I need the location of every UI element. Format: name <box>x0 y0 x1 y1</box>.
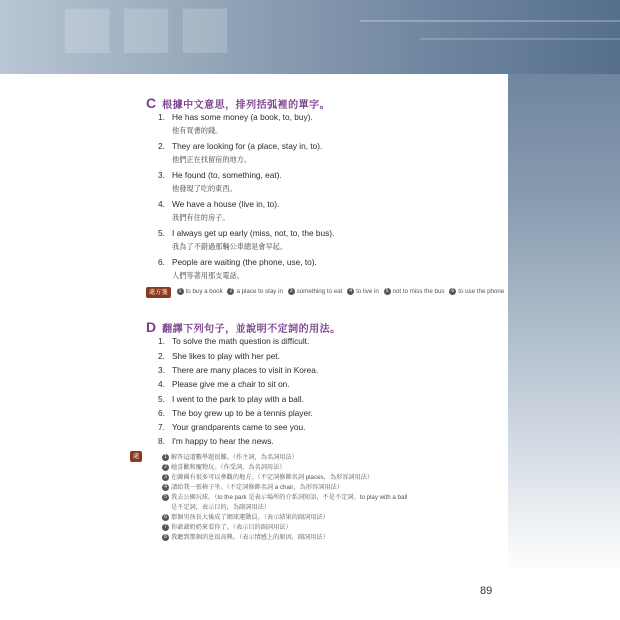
item-translation: 我們有住的房子。 <box>172 213 230 222</box>
exercise-item <box>158 351 280 361</box>
hint-line <box>159 492 407 501</box>
banner-decoration: ■■■ <box>60 0 237 60</box>
hint-line <box>159 512 329 521</box>
hint-answer: 那個男孩長大後成了網球運動員。（表示結果的副詞用法） <box>171 514 329 521</box>
item-number: 3. <box>158 365 165 375</box>
number-circle-icon: 7 <box>162 524 169 531</box>
number-circle-icon: 2 <box>227 288 234 295</box>
exercise-item <box>158 336 309 346</box>
hint-line <box>171 502 270 511</box>
exercise-item <box>158 422 305 432</box>
header-banner <box>0 0 620 74</box>
item-sentence: They are looking for (a place, stay in, to). <box>172 141 323 151</box>
item-number: 5. <box>158 228 165 238</box>
item-number: 8. <box>158 436 165 446</box>
item-translation: 人們等著用那支電話。 <box>172 271 244 280</box>
exercise-item <box>158 112 313 136</box>
number-circle-icon: 4 <box>347 288 354 295</box>
hint-line <box>159 482 343 491</box>
hint-answer: 我去公園玩球。（to the park 是表示場所的介系詞短語，不是不定詞。to play with a ball <box>171 494 408 501</box>
section-c-header <box>146 95 330 111</box>
exercise-item <box>158 199 279 223</box>
hint-list <box>174 287 505 298</box>
hint-line <box>159 472 373 481</box>
number-circle-icon: 3 <box>162 474 169 481</box>
number-circle-icon: 3 <box>288 288 295 295</box>
item-sentence: She likes to play with her pet. <box>172 351 280 361</box>
hint-answer: to live in <box>356 288 379 295</box>
section-letter: D <box>146 319 157 335</box>
item-number: 3. <box>158 170 165 180</box>
hint-line <box>159 462 285 471</box>
hint-answer: to use the phone <box>458 288 505 295</box>
item-translation: 他們正在找留宿的地方。 <box>172 155 252 164</box>
item-number: 5. <box>158 394 165 404</box>
item-number: 2. <box>158 351 165 361</box>
page-number: 89 <box>480 585 493 597</box>
exercise-item <box>158 379 290 389</box>
hint-answer: not to miss the bus <box>392 288 445 295</box>
section-title: 翻譯下列句子，並說明不定詞的用法。 <box>162 323 341 335</box>
section-letter: C <box>146 95 157 111</box>
item-number: 1. <box>158 336 165 346</box>
item-translation: 我為了不錯過那輛公車總是會早起。 <box>172 242 288 251</box>
item-number: 4. <box>158 379 165 389</box>
number-circle-icon: 2 <box>162 464 169 471</box>
number-circle-icon: 5 <box>162 494 169 501</box>
item-sentence: I'm happy to hear the news. <box>172 436 274 446</box>
item-number: 1. <box>158 112 165 122</box>
number-circle-icon: 1 <box>177 288 184 295</box>
hint-line <box>159 522 292 531</box>
hint-line <box>159 452 298 461</box>
hint-answer: 解答這道數學題很難。（作主詞，為名詞用法） <box>171 454 298 461</box>
item-sentence: The boy grew up to be a tennis player. <box>172 408 313 418</box>
banner-stripe <box>360 20 620 22</box>
hint-answer: 在韓國有很多可以參觀的地方。（不定詞修飾名詞 places，為形容詞用法） <box>171 474 374 481</box>
exercise-item <box>158 394 304 404</box>
hint-line <box>159 532 329 541</box>
item-sentence: Your grandparents came to see you. <box>172 422 306 432</box>
item-number: 6. <box>158 408 165 418</box>
item-number: 2. <box>158 141 165 151</box>
hint-answer: 你爺爺奶奶來看你了。（表示目的副詞用法） <box>171 524 292 531</box>
item-number: 7. <box>158 422 165 432</box>
item-sentence: To solve the math question is difficult. <box>172 336 310 346</box>
exercise-item <box>158 408 313 418</box>
exercise-item <box>158 436 274 446</box>
side-gradient-strip <box>508 74 620 574</box>
item-sentence: He has some money (a book, to, buy). <box>172 112 313 122</box>
item-sentence: Please give me a chair to sit on. <box>172 379 290 389</box>
exercise-item <box>158 141 322 165</box>
item-translation: 他發現了吃的東西。 <box>172 184 237 193</box>
hint-answer: something to eat <box>296 288 343 295</box>
hint-badge: 處方箋 <box>130 451 142 462</box>
hint-answer: a place to stay in <box>236 288 283 295</box>
answer-hints <box>146 287 506 298</box>
hint-answer: to buy a book <box>185 288 223 295</box>
number-circle-icon: 8 <box>162 534 169 541</box>
hint-answer: 是不定詞，表示目的，為副詞用法） <box>171 504 270 511</box>
number-circle-icon: 1 <box>162 454 169 461</box>
item-sentence: People are waiting (the phone, use, to). <box>172 257 317 267</box>
hint-badge: 處方箋 <box>146 287 171 298</box>
number-circle-icon: 6 <box>449 288 456 295</box>
item-sentence: I always get up early (miss, not, to, the bus). <box>172 228 335 238</box>
exercise-item <box>158 257 317 281</box>
item-sentence: There are many places to visit in Korea. <box>172 365 319 375</box>
exercise-item <box>158 170 282 194</box>
item-number: 6. <box>158 257 165 267</box>
number-circle-icon: 6 <box>162 514 169 521</box>
number-circle-icon: 5 <box>384 288 391 295</box>
hint-answer: 她喜歡和寵物玩。（作受詞，為名詞用法） <box>171 464 286 471</box>
number-circle-icon: 4 <box>162 484 169 491</box>
exercise-item <box>158 228 334 252</box>
item-sentence: We have a house (live in, to). <box>172 199 280 209</box>
section-d-header <box>146 319 341 335</box>
hint-answer: 我聽到那個消息很高興。（表示情感上的原因，副詞用法） <box>171 534 329 541</box>
section-title: 根據中文意思，排列括弧裡的單字。 <box>162 99 331 111</box>
item-number: 4. <box>158 199 165 209</box>
item-translation: 他有買書的錢。 <box>172 126 223 135</box>
hint-answer: 請給我一張椅子坐。（不定詞修飾名詞 a chair，為形容詞用法） <box>171 484 343 491</box>
banner-stripe <box>420 38 620 40</box>
item-sentence: He found (to, something, eat). <box>172 170 282 180</box>
item-sentence: I went to the park to play with a ball. <box>172 394 304 404</box>
exercise-item <box>158 365 318 375</box>
